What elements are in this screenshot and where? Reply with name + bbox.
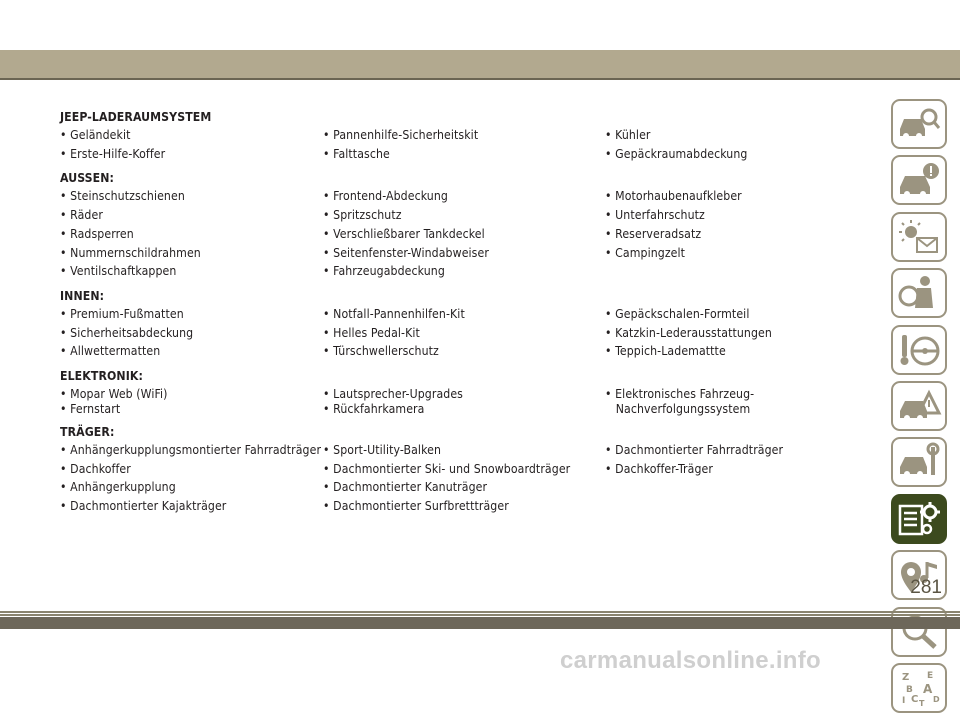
list-item: • Notfall-Pannenhilfen-Kit (323, 306, 465, 321)
section-interior (60, 287, 880, 361)
list-item: • Dachkoffer-Träger (605, 461, 713, 476)
list-item: • Gepäckschalen-Formteil (605, 306, 750, 321)
watermark: carmanualsonline.info (560, 647, 822, 674)
list-item: • Dachmontierter Surfbrettträger (323, 499, 509, 514)
list-item: • Lautsprecher-Upgrades • Rückfahrkamera (323, 387, 463, 417)
list-item: • Campingzelt (605, 245, 686, 260)
car-search-icon (897, 105, 941, 143)
list-row (60, 342, 880, 361)
list-item: • Ventilschaftkappen (60, 264, 177, 279)
list-item: • Spritzschutz (323, 208, 402, 223)
warning-lights-message-icon (897, 218, 941, 256)
list-item (605, 497, 880, 516)
footer-rule (0, 611, 960, 613)
list-item: • Dachmontierter Kajakträger (60, 499, 227, 514)
list-item: • Sicherheitsabdeckung (60, 325, 194, 340)
key-steering-wheel-icon (897, 331, 941, 369)
svg-text:I: I (902, 695, 906, 706)
footer-rule (0, 614, 960, 616)
list-item: • Gepäckraumabdeckung (605, 146, 748, 161)
airbag-person-icon (897, 274, 941, 312)
list-row (60, 145, 880, 164)
list-row (60, 187, 880, 206)
svg-text:C: C (911, 693, 919, 705)
list-item: • Geländekit (60, 128, 131, 142)
section-carriers (60, 423, 880, 516)
list-item: • Anhängerkupplungsmontierter Fahrradträger (60, 443, 322, 458)
list-item (605, 478, 880, 497)
tab-safety[interactable] (891, 268, 947, 318)
list-item: • Allwettermatten (60, 344, 161, 359)
list-item: • Frontend-Abdeckung (323, 189, 448, 204)
list-item: • Anhängerkupplung (60, 480, 176, 495)
list-item: • Katzkin-Lederausstattungen (605, 325, 772, 340)
section-heading: INNEN: (60, 288, 105, 303)
list-row (60, 460, 880, 479)
svg-text:B: B (906, 684, 913, 695)
tab-warning-lights[interactable] (891, 212, 947, 262)
svg-text:A: A (923, 681, 933, 696)
list-row (60, 324, 880, 343)
section-heading: JEEP-LADERAUMSYSTEM (60, 110, 212, 124)
list-item: • Helles Pedal-Kit (323, 325, 420, 340)
tab-emergency[interactable] (891, 381, 947, 431)
list-item: • Falttasche (323, 146, 390, 161)
list-item: • Mopar Web (WiFi) • Fernstart (60, 387, 168, 417)
tab-alphabetical-index[interactable] (891, 663, 947, 713)
page-number: 281 (910, 577, 942, 598)
list-row (60, 497, 880, 516)
svg-text:T: T (919, 698, 925, 708)
list-item: • Premium-Fußmatten (60, 306, 184, 321)
accessory-list (60, 108, 880, 522)
tab-specifications[interactable] (891, 494, 947, 544)
section-heading: ELEKTRONIK: (60, 369, 143, 384)
list-row (60, 441, 880, 460)
list-item: • Dachkoffer (60, 461, 131, 476)
tab-servicing[interactable] (891, 437, 947, 487)
list-item: • Fahrzeugabdeckung (323, 264, 445, 279)
section-cargo-system (60, 108, 880, 163)
tab-dashboard[interactable] (891, 155, 947, 205)
svg-text:Z: Z (902, 671, 910, 683)
list-item: • Sport-Utility-Balken (323, 443, 441, 458)
car-warning-icon (897, 161, 941, 199)
list-item (605, 262, 880, 281)
car-hazard-icon (897, 387, 941, 425)
tab-starting-operating[interactable] (891, 325, 947, 375)
header-band (0, 50, 960, 78)
alphabet-index-icon (897, 669, 941, 707)
list-row (60, 244, 880, 263)
list-item: • Erste-Hilfe-Koffer (60, 146, 166, 161)
car-tools-icon (897, 443, 941, 481)
list-item: • Steinschutzschienen (60, 189, 185, 204)
list-row (60, 126, 880, 145)
section-exterior (60, 169, 880, 281)
list-item: • Motorhaubenaufkleber (605, 189, 742, 204)
list-item: • Türschwellerschutz (323, 344, 439, 359)
section-heading: TRÄGER: (60, 425, 115, 440)
list-row (60, 305, 880, 324)
list-item: • Dachmontierter Ski- und Snowboardträger (323, 461, 571, 476)
list-item: • Radsperren (60, 226, 134, 241)
list-row (60, 478, 880, 497)
list-item: • Verschließbarer Tankdeckel (323, 226, 485, 241)
footer-band (0, 617, 960, 629)
list-row (60, 385, 880, 417)
specifications-gear-icon (897, 500, 941, 538)
list-item: • Räder (60, 208, 103, 223)
list-item: • Reserveradsatz (605, 226, 702, 241)
list-item: • Unterfahrschutz (605, 208, 705, 223)
list-item: • Pannenhilfe-Sicherheitskit (323, 128, 479, 142)
tab-getting-to-know-vehicle[interactable] (891, 99, 947, 149)
list-item: • Seitenfenster-Windabweiser (323, 245, 489, 260)
list-row (60, 225, 880, 244)
list-item: • Elektronisches Fahrzeug- Nachverfolgungssystem (605, 387, 755, 417)
svg-text:E: E (927, 670, 934, 681)
list-row (60, 206, 880, 225)
list-item: • Dachmontierter Fahrradträger (605, 443, 784, 458)
section-electronics (60, 367, 880, 417)
header-rule (0, 78, 960, 80)
list-item: • Teppich-Lademattte (605, 344, 726, 359)
list-item: • Nummernschildrahmen (60, 245, 201, 260)
list-row (60, 262, 880, 281)
section-heading: AUSSEN: (60, 171, 115, 186)
list-item: • Dachmontierter Kanuträger (323, 480, 488, 495)
list-item: • Kühler (605, 128, 651, 142)
svg-text:D: D (933, 694, 940, 704)
